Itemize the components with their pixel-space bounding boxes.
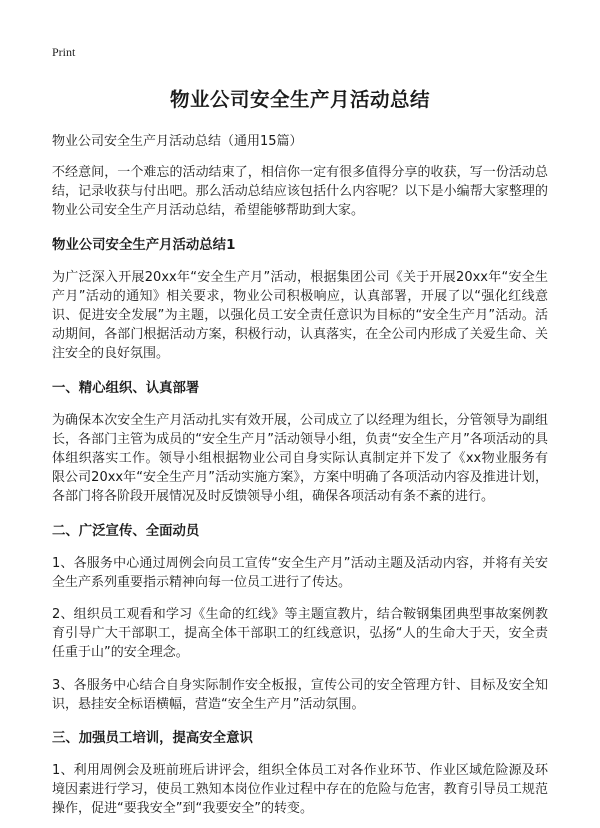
section-heading-3: 三、加强员工培训，提高安全意识 [52, 731, 253, 747]
print-link[interactable]: Print [52, 45, 76, 59]
section-2-item-2: 2、组织员工观看和学习《生命的红线》等主题宣教片，结合鞍钢集团典型事故案例教育引导广大干部职工，提高全体干部职工的红线意识，弘扬“人的生命大于天，安全责任重于山”的安全理念。 [52, 607, 548, 661]
article-paragraph: 为广泛深入开展20xx年“安全生产月”活动，根据集团公司《关于开展20xx年“安全生产月”活动的通知》相关要求，物业公司积极响应，认真部署，开展了以“强化红线意识、促进安全发展”为主题，以强化员工安全责任意识为目标的“安全生产月”活动。活动期间，各部门根据活动方案，积极行动，认真落实，在全公司内形成了关爱生命、关注安全的良好氛围。 [52, 269, 548, 362]
document-subtitle: 物业公司安全生产月活动总结（通用15篇） [52, 134, 303, 149]
section-3-item-1: 1、利用周例会及班前班后讲评会，组织全体员工对各作业环节、作业区域危险源及环境因素进行学习，使员工熟知本岗位作业过程中存在的危险与危害，教育引导员工规范操作，促进“要我安全”到“我要安全”的转变。 [52, 763, 548, 817]
section-heading-1: 一、精心组织、认真部署 [52, 380, 200, 396]
article-heading: 物业公司安全生产月活动总结1 [52, 237, 236, 253]
section-2-item-1: 1、各服务中心通过周例会向员工宣传“安全生产月”活动主题及活动内容，并将有关安全生产系列重要指示精神向每一位员工进行了传达。 [52, 555, 548, 590]
section-2-item-3: 3、各服务中心结合自身实际制作安全板报，宣传公司的安全管理方针、目标及安全知识，悬挂安全标语横幅，营造“安全生产月”活动氛围。 [52, 677, 548, 712]
intro-paragraph: 不经意间，一个难忘的活动结束了，相信你一定有很多值得分享的收获，写一份活动总结，记录收获与付出吧。那么活动总结应该包括什么内容呢？以下是小编帮大家整理的物业公司安全生产月活动总结，希望能够帮助到大家。 [52, 165, 548, 219]
section-1-paragraph: 为确保本次安全生产月活动扎实有效开展，公司成立了以经理为组长，分管领导为副组长，各部门主管为成员的“安全生产月”活动领导小组，负责“安全生产月”各项活动的具体组织落实工作。领导小组根据物业公司自身实际认真制定并下发了《xx物业服务有限公司20xx年“安全生产月”活动实施方案》，方案中明确了各项活动内容及推进计划，各部门将各阶段开展情况及时反馈领导小组，确保各项活动有条不紊的进行。 [52, 412, 548, 505]
section-heading-2: 二、广泛宣传、全面动员 [52, 523, 200, 539]
page-title: 物业公司安全生产月活动总结 [169, 88, 430, 111]
